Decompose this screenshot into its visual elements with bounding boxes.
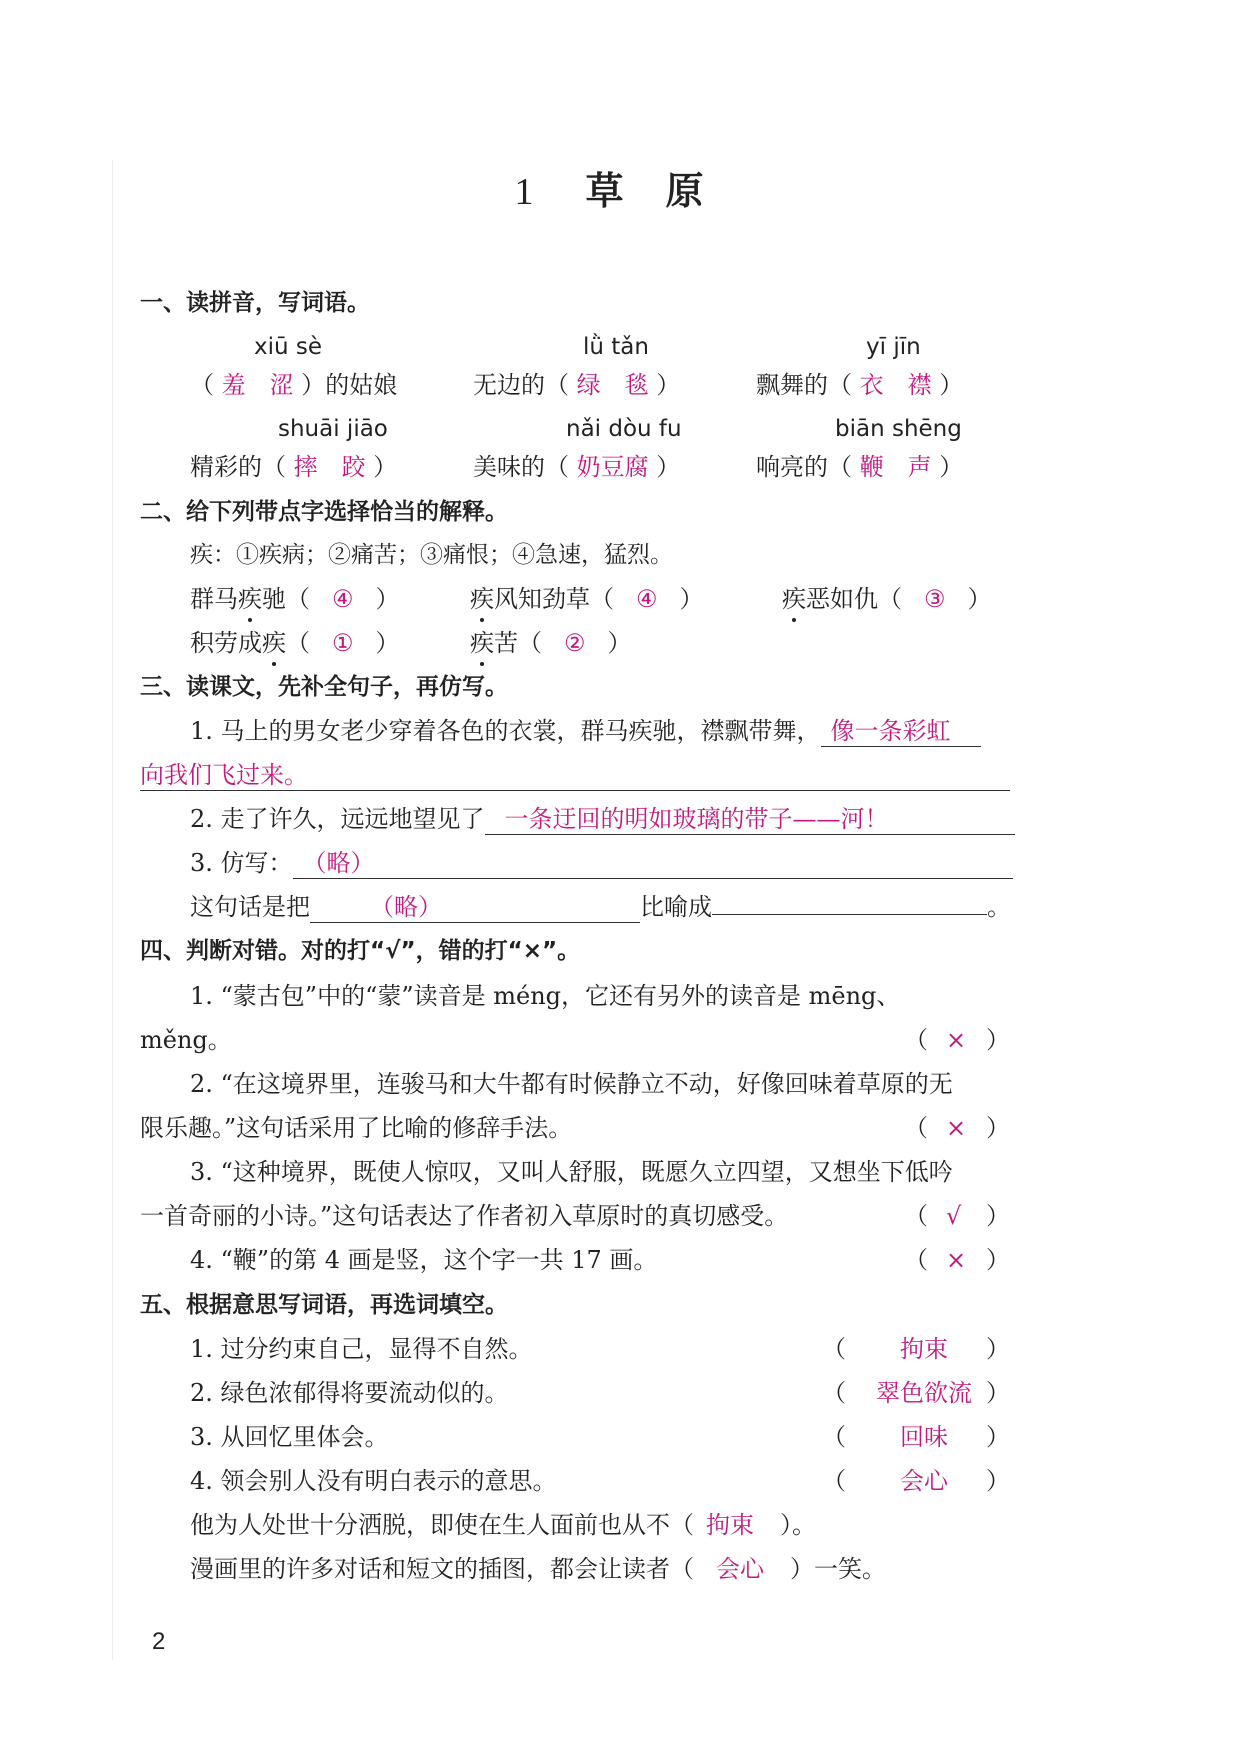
section-3-heading: 三、读课文，先补全句子，再仿写。	[140, 674, 508, 700]
pinyin-5: nǎi dòu fu	[566, 416, 682, 442]
word-item-1: （ 羞 涩 ）的姑娘	[190, 371, 398, 399]
pinyin-6: biān shēng	[835, 416, 962, 442]
word-item-2: 无边的（ 绿 毯 ）	[473, 371, 681, 399]
sentence-3b: 这句话是把 （略） 比喻成 。	[190, 893, 1011, 921]
pinyin-3: yī jīn	[866, 334, 921, 360]
meaning-2-open: （	[822, 1379, 846, 1407]
judge-3-open: （	[904, 1202, 928, 1230]
meaning-3: 3. 从回忆里体会。	[190, 1423, 389, 1451]
judge-4-open: （	[904, 1246, 928, 1274]
meaning-1-open: （	[822, 1335, 846, 1363]
pinyin-4: shuāi jiāo	[278, 416, 388, 442]
meaning-3-open: （	[822, 1423, 846, 1451]
meaning-4-close: ）	[986, 1467, 1010, 1495]
section-4-heading: 四、判断对错。对的打“√”，错的打“×”。	[140, 938, 581, 964]
choice-item-4: 积劳成疾（ ① ）	[190, 626, 400, 660]
judge-1-line-2: měng。	[140, 1026, 232, 1054]
judge-2-open: （	[904, 1114, 928, 1142]
pinyin-1: xiū sè	[254, 334, 323, 360]
judge-1-answer: ×	[946, 1026, 967, 1054]
lesson-title: 1 草 原	[514, 169, 706, 213]
judge-1-line-1: 1. “蒙古包”中的“蒙”读音是 méng，它还有另外的读音是 mēng、	[190, 982, 901, 1010]
meaning-3-close: ）	[986, 1423, 1010, 1451]
section-1-heading: 一、读拼音，写词语。	[140, 290, 370, 316]
section-2-heading: 二、给下列带点字选择恰当的解释。	[140, 499, 508, 525]
word-item-3: 飘舞的（ 衣 襟 ）	[756, 371, 964, 399]
judge-3-close: ）	[986, 1202, 1010, 1230]
choice-item-1: 群马疾驰（ ④ ）	[190, 582, 400, 616]
fill-sentence-2: 漫画里的许多对话和短文的插图，都会让读者（ 会心 ）一笑。	[190, 1555, 886, 1583]
choice-item-3: 疾恶如仇（ ③ ）	[782, 582, 992, 616]
sentence-1: 1. 马上的男女老少穿着各色的衣裳，群马疾驰，襟飘带舞， 像一条彩虹	[190, 714, 981, 748]
meaning-4: 4. 领会别人没有明白表示的意思。	[190, 1467, 557, 1495]
answer-line-1	[140, 790, 1010, 791]
judge-1-open: （	[904, 1026, 928, 1054]
sentence-2: 2. 走了许久，远远地望见了 一条迂回的明如玻璃的带子——河！	[190, 802, 1015, 836]
meaning-2: 2. 绿色浓郁得将要流动似的。	[190, 1379, 509, 1407]
page-edge	[112, 160, 113, 1660]
judge-4-line-1: 4. “鞭”的第 4 画是竖，这个字一共 17 画。	[190, 1246, 658, 1274]
sentence-3: 3. 仿写： （略）	[190, 846, 1013, 880]
meaning-4-answer: 会心	[900, 1467, 948, 1495]
page-number: 2	[152, 1628, 166, 1655]
word-item-6: 响亮的（ 鞭 声 ）	[756, 453, 964, 481]
judge-4-answer: ×	[946, 1246, 967, 1274]
meaning-3-answer: 回味	[900, 1423, 948, 1451]
definition-list: 疾：①疾病；②痛苦；③痛恨；④急速，猛烈。	[190, 542, 673, 568]
judge-3-line-2: 一首奇丽的小诗。”这句话表达了作者初入草原时的真切感受。	[140, 1202, 789, 1230]
meaning-1-close: ）	[986, 1335, 1010, 1363]
judge-2-answer: ×	[946, 1114, 967, 1142]
meaning-4-open: （	[822, 1467, 846, 1495]
pinyin-2: lǜ tǎn	[583, 334, 649, 360]
judge-2-line-1: 2. “在这境界里，连骏马和大牛都有时候静立不动，好像回味着草原的无	[190, 1070, 953, 1098]
sentence-1-continued: 向我们飞过来。	[140, 761, 308, 789]
meaning-1-answer: 拘束	[900, 1335, 948, 1363]
fill-sentence-1: 他为人处世十分洒脱，即使在生人面前也从不（ 拘束 ）。	[190, 1511, 816, 1539]
choice-item-5: 疾苦（ ② ）	[470, 626, 632, 660]
judge-3-line-1: 3. “这种境界，既使人惊叹，又叫人舒服，既愿久立四望，又想坐下低吟	[190, 1158, 953, 1186]
judge-4-close: ）	[986, 1246, 1010, 1274]
judge-1-close: ）	[986, 1026, 1010, 1054]
meaning-1: 1. 过分约束自己，显得不自然。	[190, 1335, 533, 1363]
judge-3-answer: √	[946, 1202, 962, 1230]
word-item-5: 美味的（ 奶豆腐 ）	[473, 453, 681, 481]
meaning-2-close: ）	[986, 1379, 1010, 1407]
choice-item-2: 疾风知劲草（ ④ ）	[470, 582, 704, 616]
judge-2-close: ）	[986, 1114, 1010, 1142]
section-5-heading: 五、根据意思写词语，再选词填空。	[140, 1292, 508, 1318]
meaning-2-answer: 翠色欲流	[876, 1379, 972, 1407]
judge-2-line-2: 限乐趣。”这句话采用了比喻的修辞手法。	[140, 1114, 573, 1142]
word-item-4: 精彩的（ 摔 跤 ）	[190, 453, 398, 481]
